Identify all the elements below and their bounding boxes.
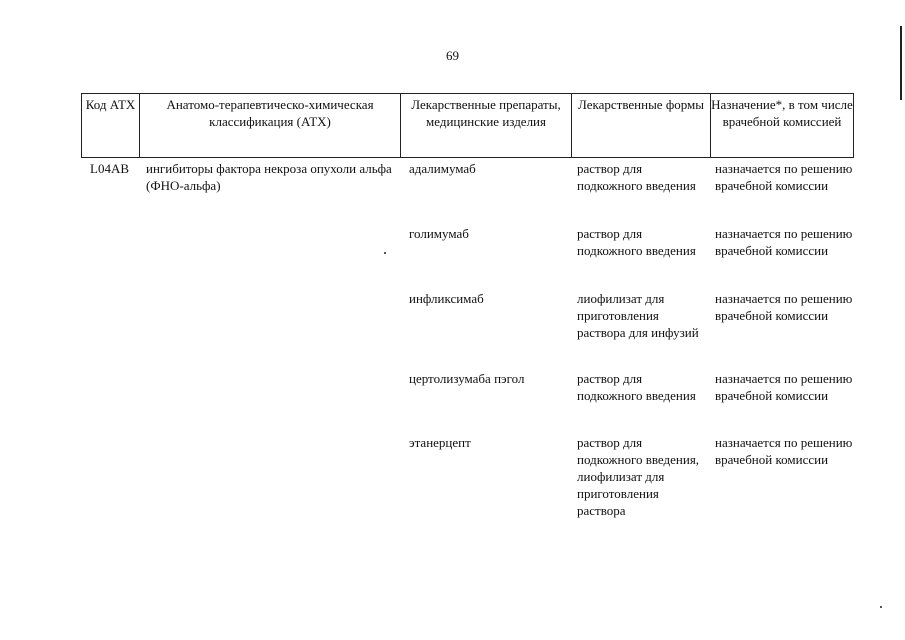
dosage-form: раствор для подкожного введения xyxy=(577,161,696,193)
assignment: назначается по решению врачебной комиссии xyxy=(715,161,853,193)
dosage-form: лиофилизат для приготовления раствора для инфузий xyxy=(577,291,699,340)
header-assignment: Назначение*, в том числе врачебной комиссией xyxy=(710,94,853,157)
drug-name: цертолизумаба пэгол xyxy=(409,371,525,386)
scan-speck xyxy=(880,606,882,608)
dosage-form: раствор для подкожного введения, лиофилизат для приготовления раствора xyxy=(577,435,700,518)
drug-name: этанерцепт xyxy=(409,435,471,450)
dosage-form: раствор для подкожного введения xyxy=(577,226,696,258)
atc-code: L04AB xyxy=(90,161,129,176)
assignment: назначается по решению врачебной комиссии xyxy=(715,371,853,403)
drug-name: инфликсимаб xyxy=(409,291,484,306)
header-drugs: Лекарственные препараты, медицинские изделия xyxy=(400,94,571,157)
assignment: назначается по решению врачебной комиссии xyxy=(715,435,853,467)
table-header xyxy=(81,93,854,158)
drug-name: адалимумаб xyxy=(409,161,476,176)
dosage-form: раствор для подкожного введения xyxy=(577,371,696,403)
header-forms: Лекарственные формы xyxy=(571,94,710,157)
scan-speck xyxy=(384,252,386,254)
assignment: назначается по решению врачебной комиссии xyxy=(715,226,853,258)
atc-classification: ингибиторы фактора некроза опухоли альфа (ФНО-альфа) xyxy=(146,161,392,193)
header-classification: Анатомо-терапевтическо-химическая классификация (АТХ) xyxy=(139,94,400,157)
scan-edge-line xyxy=(900,26,902,100)
drug-name: голимумаб xyxy=(409,226,469,241)
header-code: Код АТХ xyxy=(85,97,136,112)
assignment: назначается по решению врачебной комиссии xyxy=(715,291,853,323)
page-number: 69 xyxy=(446,48,459,63)
